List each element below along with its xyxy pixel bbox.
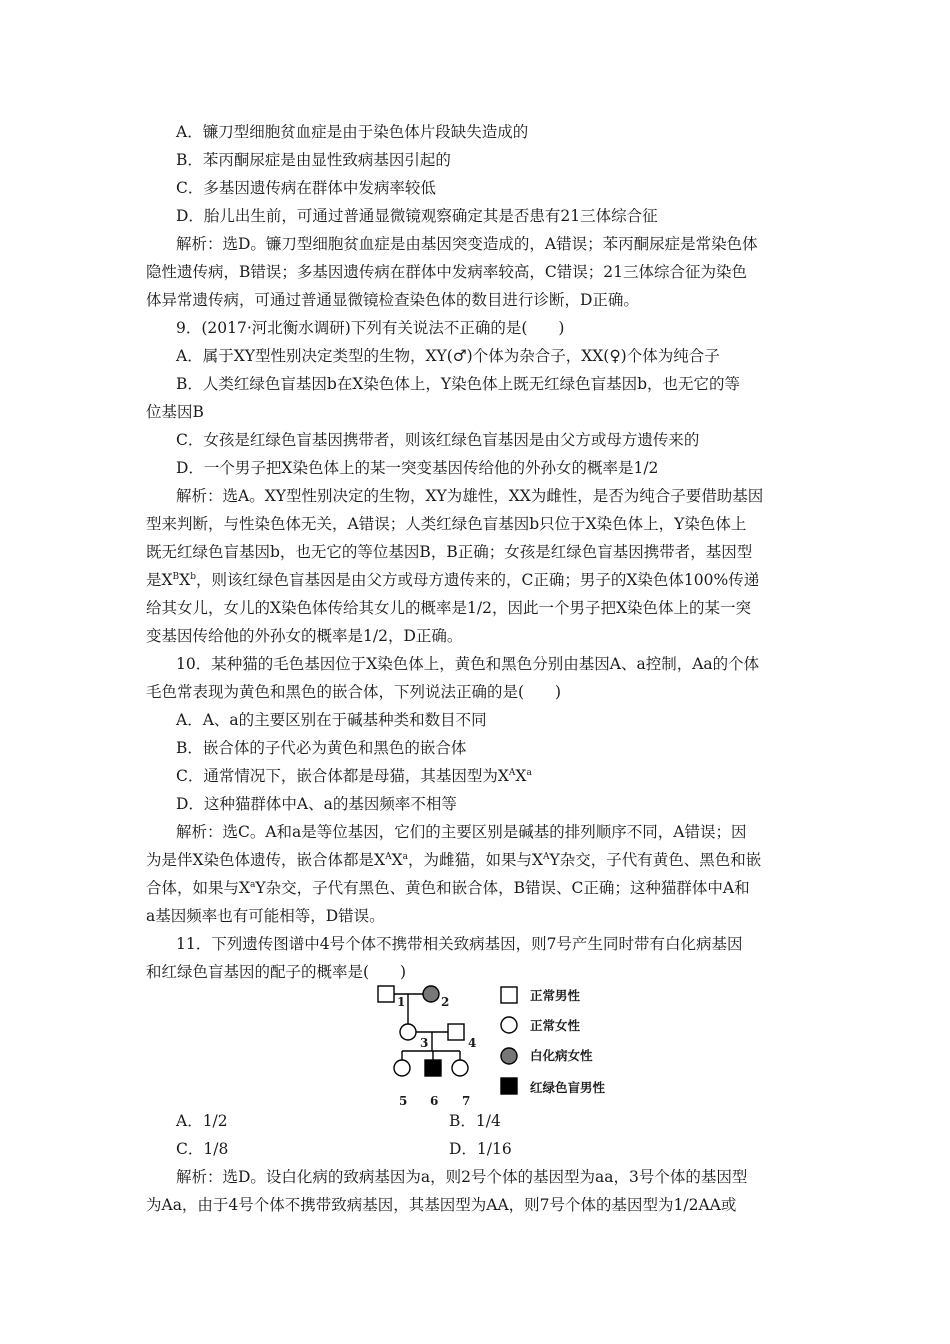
q9-analysis-line: 既无红绿色盲基因b，也无它的等位基因B，B正确；女孩是红绿色盲基因携带者，基因型	[146, 543, 753, 561]
q11-stem: 11．下列遗传图谱中4号个体不携带相关致病基因，则7号产生同时带有白化病基因	[176, 935, 743, 953]
q9-option-a: A．属于XY型性别决定类型的生物，XY(♂)个体为杂合子，XX(♀)个体为纯合子	[176, 347, 720, 365]
q11-stem-cont: 和红绿色盲基因的配子的概率是( )	[146, 963, 407, 981]
legend-label: 正常男性	[530, 988, 581, 1003]
pedigree-number: 1	[397, 995, 406, 1009]
q11-option-d: D．1/16	[449, 1140, 512, 1158]
q11-analysis-line: 解析：选D。设白化病的致病基因为a，则2号个体的基因型为aa，3号个体的基因型	[176, 1168, 748, 1186]
legend-label: 红绿色盲男性	[530, 1080, 606, 1095]
superscript: A	[508, 768, 516, 778]
q9-option-d: D．一个男子把X染色体上的某一突变基因传给他的外孙女的概率是1/2	[176, 459, 659, 477]
q8-option-d: D．胎儿出生前，可通过普通显微镜观察确定其是否患有21三体综合征	[176, 207, 658, 225]
legend-label: 白化病女性	[530, 1048, 593, 1063]
text-run: X	[391, 851, 403, 869]
q11-option-a: A．1/2	[176, 1112, 228, 1130]
superscript: A	[543, 852, 550, 862]
q9-analysis-line	[146, 570, 759, 590]
q8-option-b: B．苯丙酮尿症是由显性致病基因引起的	[176, 151, 451, 169]
superscript: A	[385, 852, 392, 862]
q10-analysis-line: 解析：选C。A和a是等位基因，它们的主要区别是碱基的排列顺序不同，A错误；因	[176, 823, 747, 841]
pedigree-number: 2	[441, 995, 450, 1009]
q10-option-c	[176, 766, 532, 786]
text-run: C．通常情况下，嵌合体都是母猫，其基因型为X	[176, 767, 509, 785]
legend-square-empty	[501, 987, 517, 1003]
q9-analysis-line: 变基因传给他的外孙女的概率是1/2，D正确。	[146, 627, 463, 645]
q10-stem: 10．某种猫的毛色基因位于X染色体上，黄色和黑色分别由基因A、a控制，Aa的个体	[176, 655, 760, 673]
q9-option-b: B．人类红绿色盲基因b在X染色体上，Y染色体上既无红绿色盲基因b，也无它的等	[176, 375, 741, 393]
individual-3-circle	[400, 1024, 416, 1040]
q9-option-b-cont: 位基因B	[146, 403, 204, 421]
text-run: ，为雌猫，如果与X	[408, 851, 544, 869]
q10-option-b: B．嵌合体的子代必为黄色和黑色的嵌合体	[176, 739, 467, 757]
text-run: 是X	[146, 571, 173, 589]
q8-option-c: C．多基因遗传病在群体中发病率较低	[176, 179, 436, 197]
superscript: a	[402, 852, 408, 862]
legend-square-black	[501, 1078, 517, 1094]
q9-option-c: C．女孩是红绿色盲基因携带者，则该红绿色盲基因是由父方或母方遗传来的	[176, 431, 700, 449]
pedigree-number: 6	[430, 1094, 439, 1108]
q9-analysis-line: 给其女儿，女儿的X染色体传给其女儿的概率是1/2，因此一个男子把X染色体上的某一突	[146, 599, 752, 617]
superscript: B	[172, 572, 180, 582]
individual-6-square-colorblind	[425, 1060, 441, 1076]
individual-4-square	[448, 1024, 464, 1040]
q10-stem-cont: 毛色常表现为黄色和黑色的嵌合体，下列说法正确的是( )	[146, 683, 562, 701]
legend-circle-empty	[501, 1017, 517, 1033]
q8-analysis-line: 解析：选D。镰刀型细胞贫血症是由基因突变造成的，A错误；苯丙酮尿症是常染色体	[176, 235, 758, 253]
q8-analysis-line: 体异常遗传病，可通过普通显微镜检查染色体的数目进行诊断，D正确。	[146, 291, 639, 309]
q10-analysis-line	[146, 850, 761, 870]
q9-analysis-line: 解析：选A。XY型性别决定的生物，XY为雄性，XX为雌性，是否为纯合子要借助基因	[176, 487, 764, 505]
q8-analysis-line: 隐性遗传病，B错误；多基因遗传病在群体中发病率较高，C错误；21三体综合征为染色	[146, 263, 747, 281]
legend-label: 正常女性	[530, 1018, 581, 1033]
text-run: Y杂交，子代有黄色、黑色和嵌	[549, 851, 762, 869]
text-run: Y杂交，子代有黑色、黄色和嵌合体，B错误、C正确；这种猫群体中A和	[255, 879, 750, 897]
q11-option-c: C．1/8	[176, 1140, 229, 1158]
legend-circle-gray	[501, 1048, 517, 1064]
superscript: b	[190, 572, 196, 582]
q10-analysis-line	[146, 878, 750, 898]
text-run: ，则该红绿色盲基因是由父方或母方遗传来的，C正确；男子的X染色体100%传递	[195, 571, 760, 589]
pedigree-number: 7	[462, 1094, 471, 1108]
pedigree-number: 5	[399, 1094, 408, 1108]
pedigree-number: 3	[420, 1036, 429, 1050]
text-run: X	[515, 767, 527, 785]
q11-option-b: B．1/4	[449, 1112, 501, 1130]
q9-stem: 9．(2017·河北衡水调研)下列有关说法不正确的是( )	[176, 319, 565, 337]
superscript: a	[250, 880, 256, 890]
q8-option-a: A．镰刀型细胞贫血症是由于染色体片段缺失造成的	[176, 123, 529, 141]
q10-option-d: D．这种猫群体中A、a的基因频率不相等	[176, 795, 457, 813]
superscript: a	[526, 768, 532, 778]
pedigree-number: 4	[468, 1036, 477, 1050]
text-run: X	[179, 571, 191, 589]
q10-option-a: A．A、a的主要区别在于碱基种类和数目不同	[176, 711, 487, 729]
q9-analysis-line: 型来判断，与性染色体无关，A错误；人类红绿色盲基因b只位于X染色体上，Y染色体上	[146, 515, 747, 533]
text-run: 合体，如果与X	[146, 879, 251, 897]
individual-7-circle	[452, 1060, 468, 1076]
individual-1-square	[378, 986, 394, 1002]
text-run: 为是伴X染色体遗传，嵌合体都是X	[146, 851, 386, 869]
q10-analysis-line: a基因频率也有可能相等，D错误。	[146, 907, 385, 925]
q11-analysis-line: 为Aa，由于4号个体不携带致病基因，其基因型为AA，则7号个体的基因型为1/2AA或	[146, 1196, 737, 1214]
individual-2-circle-albinism	[423, 986, 439, 1002]
individual-5-circle	[394, 1060, 410, 1076]
